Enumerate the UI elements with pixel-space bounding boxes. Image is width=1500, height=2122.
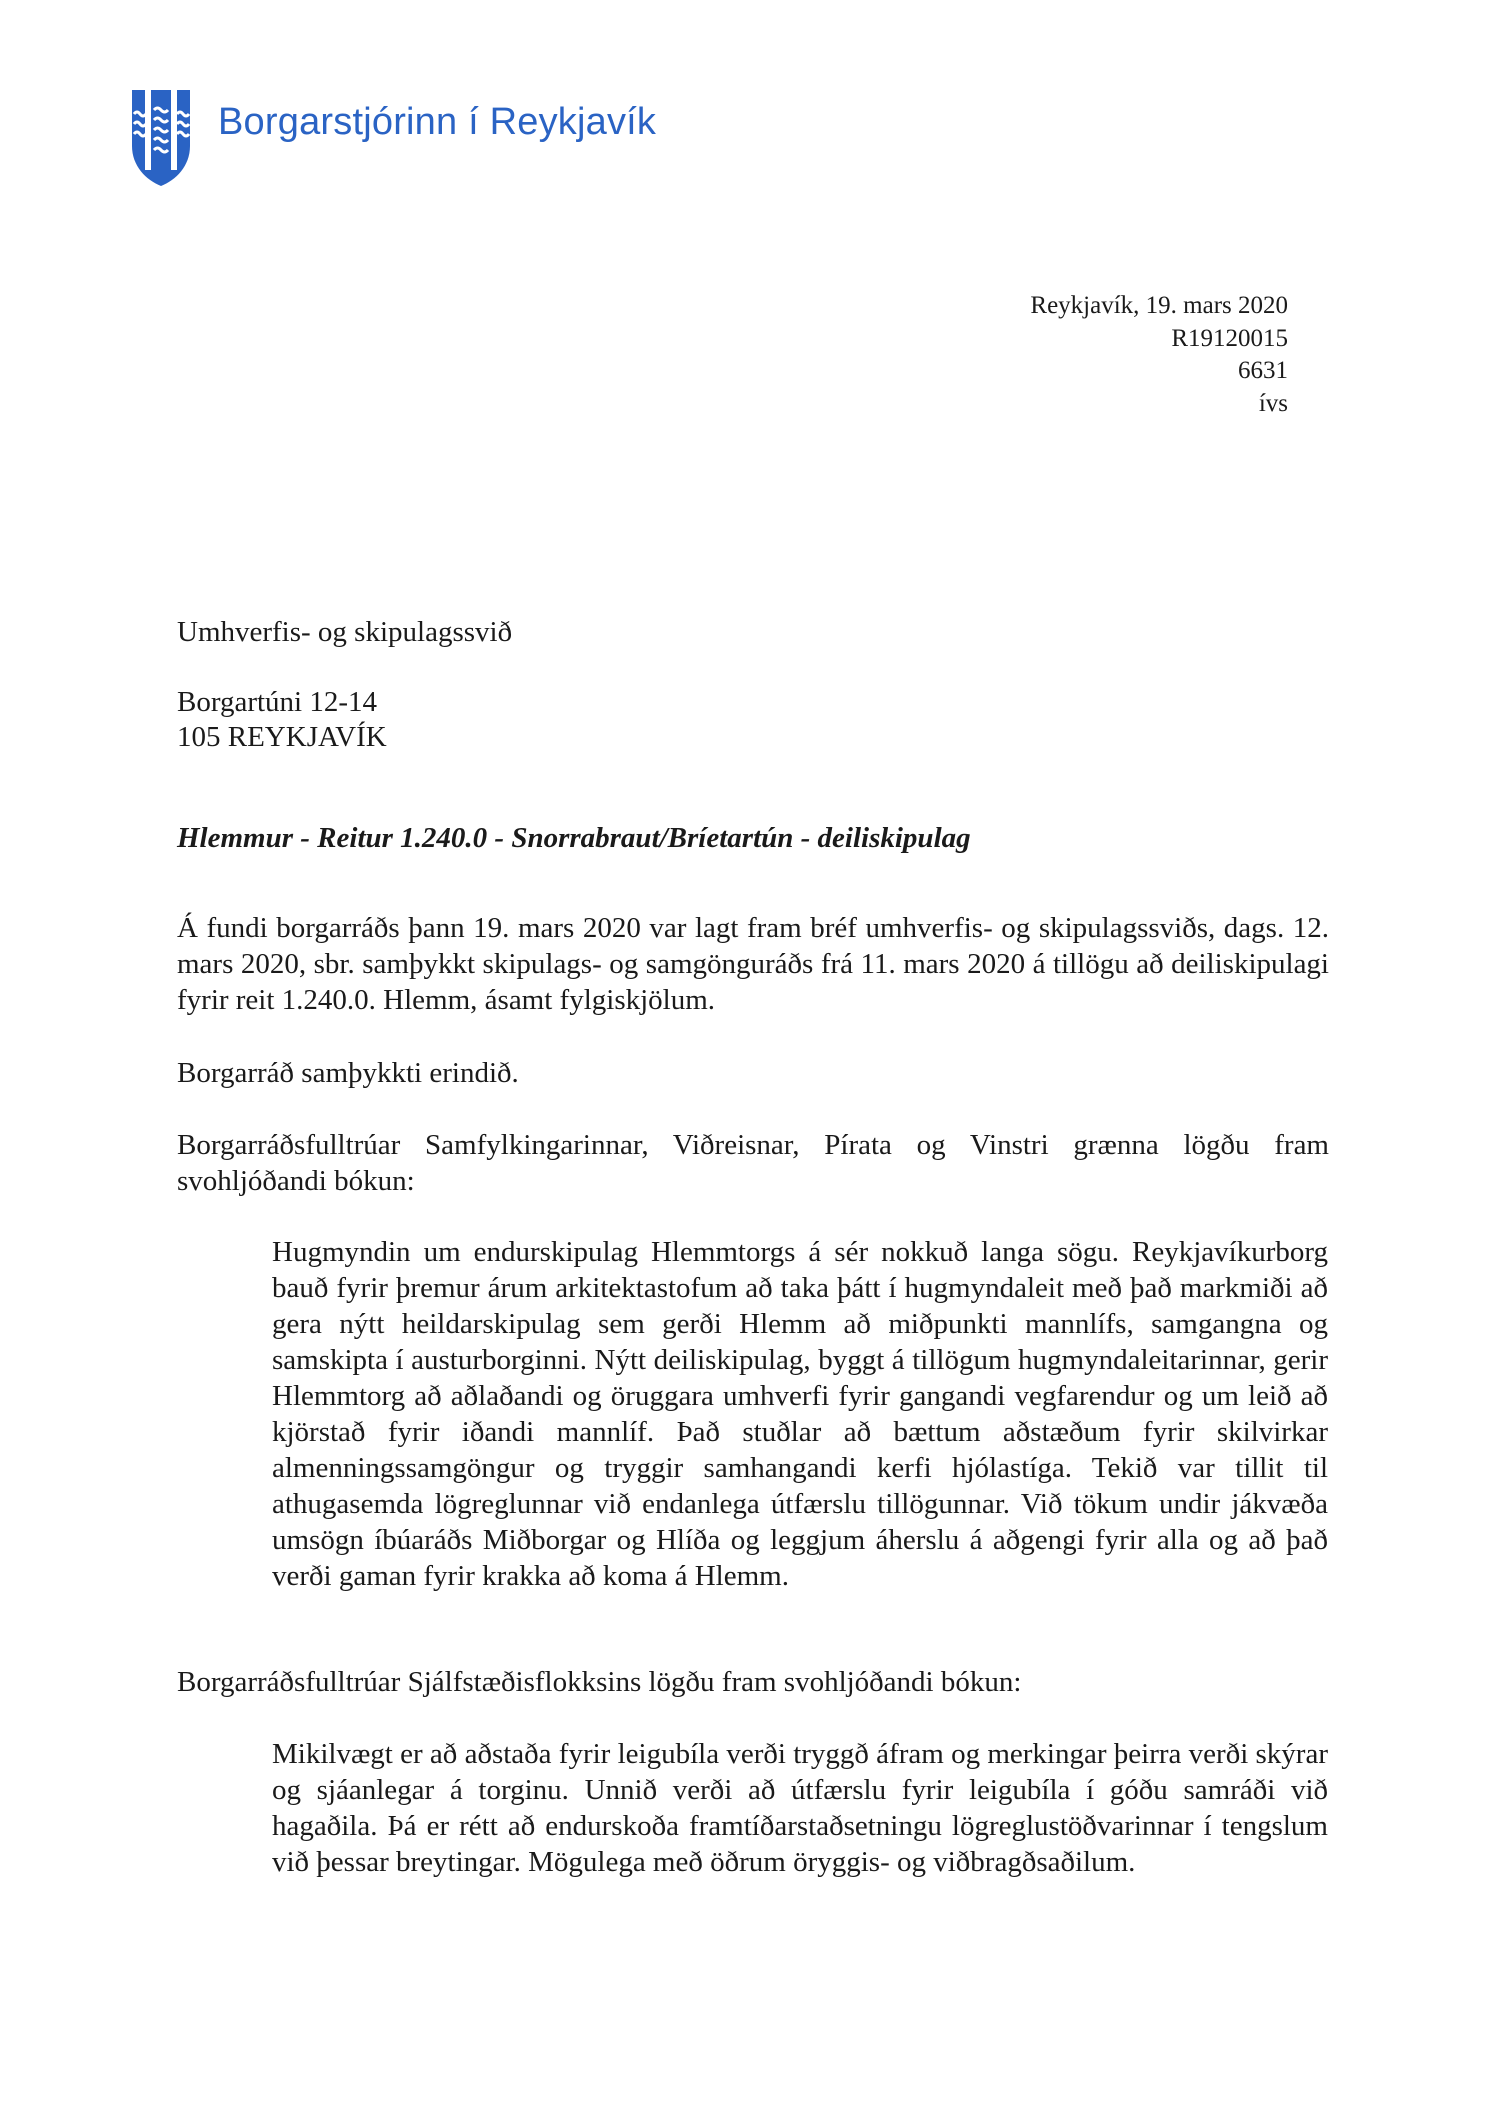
- recipient-address: [177, 685, 387, 755]
- org-name: Borgarstjórinn í Reykjavík: [218, 101, 657, 143]
- reference-block: [1030, 290, 1288, 420]
- case-number: R19120015: [1171, 324, 1288, 352]
- recipient-name: Umhverfis- og skipulagssvið: [177, 616, 513, 648]
- body-paragraph-2: Borgarráð samþykkti erindið.: [177, 1057, 519, 1089]
- body-paragraph-3: Borgarráðsfulltrúar Samfylkingarinnar, Viðreisnar, Pírata og Vinstri grænna lögðu fram svohljóðandi bókun:: [177, 1129, 1329, 1197]
- place-date: Reykjavík, 19. mars 2020: [1030, 292, 1288, 319]
- reykjavik-coat-of-arms-icon: [130, 88, 192, 188]
- body-paragraph-1: Á fundi borgarráðs þann 19. mars 2020 var lagt fram bréf umhverfis- og skipulagssviðs, dags. 12. mars 2020, sbr. samþykkt skipulags- og samgönguráðs frá 11. mars 2020 á tillögu að deiliskipulagi fyrir reit 1.240.0. Hlemm, ásamt fylgiskjölum.: [177, 912, 1329, 1016]
- document-number: 6631: [1238, 357, 1288, 384]
- recipient-city: 105 REYKJAVÍK: [177, 721, 387, 753]
- author-initials: ívs: [1258, 389, 1288, 417]
- quoted-statement-1: Hugmyndin um endurskipulag Hlemmtorgs á sér nokkuð langa sögu. Reykjavíkurborg bauð fyrir þremur árum arkitektastofum að taka þátt í hugmyndaleit með það markmiði að gera nýtt heildarskipulag sem gerði Hlemm að miðpunkti mannlífs, samgangna og samskipta í austurborginni. Nýtt deiliskipulag, byggt á tillögum hugmyndaleitarinnar, gerir Hlemmtorg að aðlaðandi og öruggara umhverfi fyrir gangandi vegfarendur og um leið að kjörstað fyrir iðandi mannlíf. Það stuðlar að bættum aðstæðum fyrir skilvirkar almenningssamgöngur og tryggir samhangandi kerfi hjólastíga. Tekið var tillit til athugasemda lögreglunnar við endanlega útfærslu tillögunnar. Við tökum undir jákvæða umsögn íbúaráðs Miðborgar og Hlíða og leggjum áherslu á aðgengi fyrir alla og að það verði gaman fyrir krakka að koma á Hlemm.: [272, 1236, 1328, 1592]
- body-paragraph-4: Borgarráðsfulltrúar Sjálfstæðisflokksins lögðu fram svohljóðandi bókun:: [177, 1666, 1022, 1698]
- recipient-street: Borgartúni 12-14: [177, 686, 378, 718]
- subject-line: Hlemmur - Reitur 1.240.0 - Snorrabraut/Bríetartún - deiliskipulag: [177, 822, 971, 854]
- quoted-statement-2: Mikilvægt er að aðstaða fyrir leigubíla verði tryggð áfram og merkingar þeirra verði skýrar og sjáanlegar á torginu. Unnið verði að útfærslu fyrir leigubíla í góðu samráði við hagaðila. Þá er rétt að endurskoða framtíðarstaðsetningu lögreglustöðvarinnar í tengslum við þessar breytingar. Mögulega með öðrum öryggis- og viðbragðsaðilum.: [272, 1738, 1328, 1878]
